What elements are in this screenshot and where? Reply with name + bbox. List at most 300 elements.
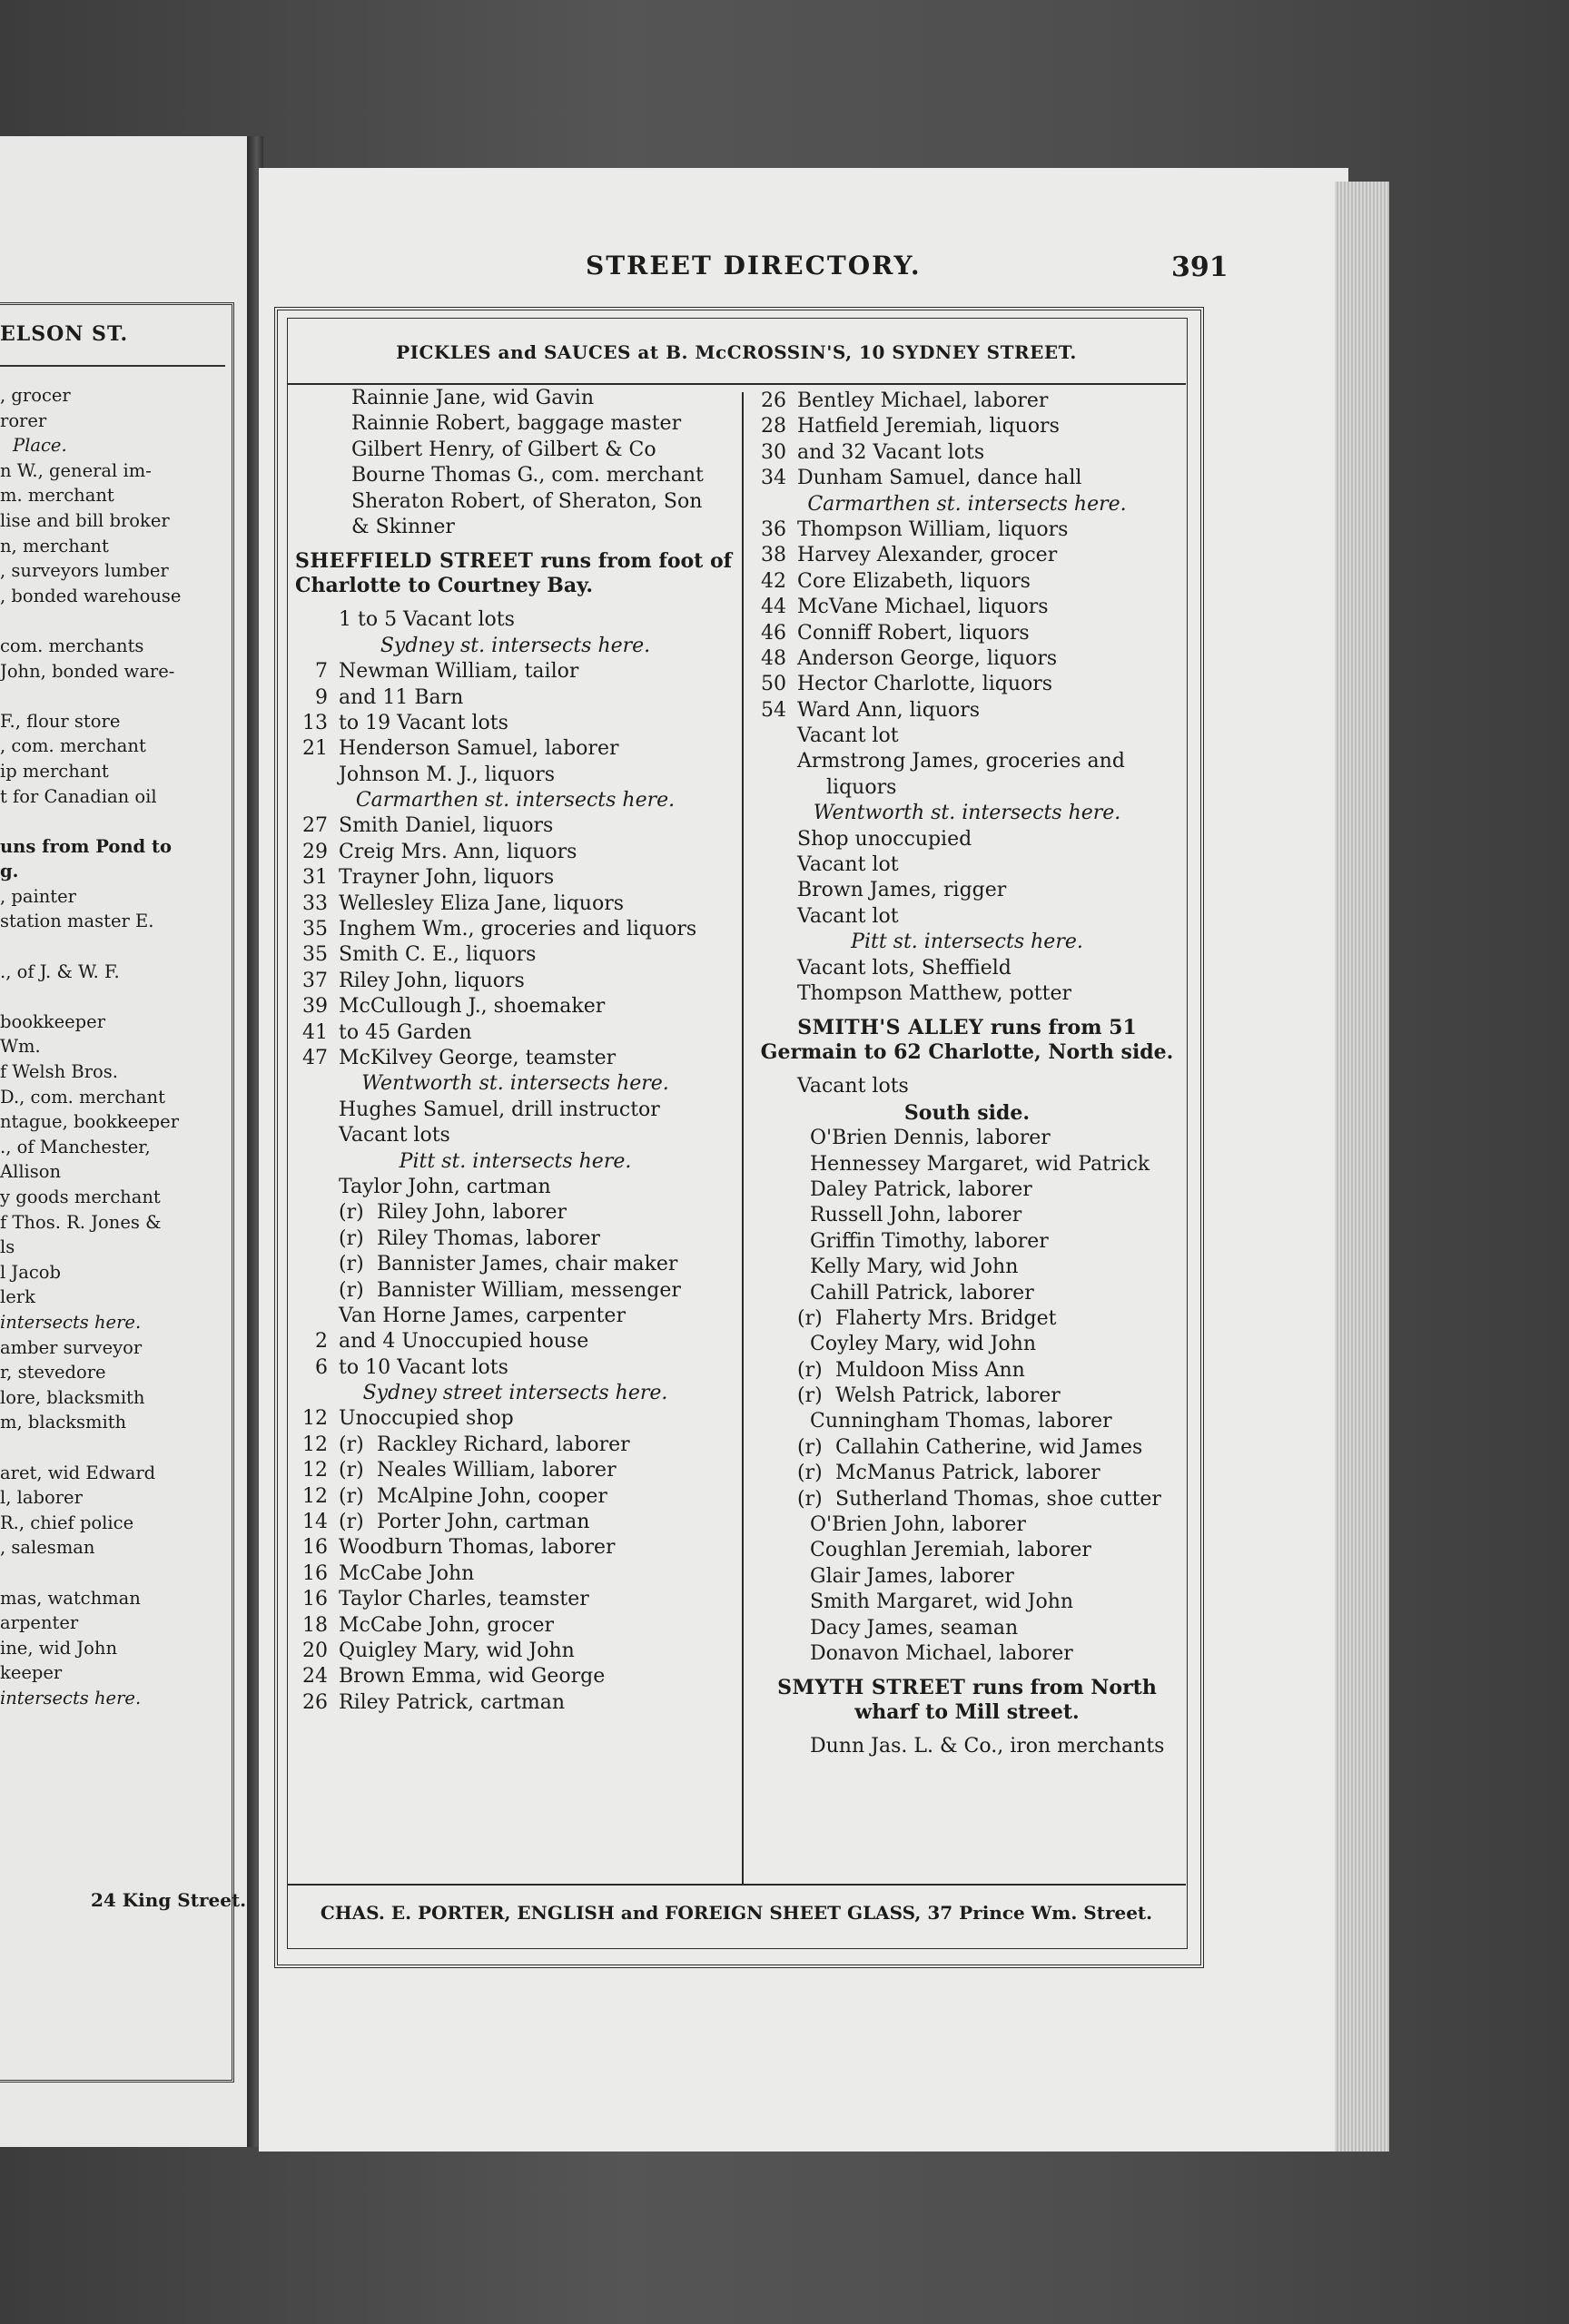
- entry-text: Vacant lots: [797, 1075, 909, 1098]
- directory-entry: [754, 1229, 1180, 1255]
- entry-text: Hector Charlotte, liquors: [797, 673, 1053, 696]
- house-number: 36: [761, 517, 786, 541]
- left-page-line: John, bonded ware-: [0, 660, 175, 682]
- entry-text: Kelly Mary, wid John: [810, 1256, 1019, 1279]
- bottom-banner-rule: [287, 1884, 1186, 1886]
- rear-marker: (r): [797, 1462, 823, 1485]
- entry-text: Harvey Alexander, grocer: [797, 544, 1058, 567]
- left-page-footer: 24 King Street.: [91, 1889, 247, 1911]
- entry-text: Glair James, laborer: [810, 1564, 1014, 1588]
- house-number: 12: [302, 1407, 328, 1431]
- directory-entry: [295, 1278, 735, 1304]
- directory-entry: [295, 463, 735, 488]
- street-heading: [754, 1672, 1180, 1728]
- left-page-line: g.: [0, 861, 19, 882]
- directory-entry: [295, 438, 735, 463]
- entry-text: Taylor John, cartman: [339, 1175, 551, 1198]
- directory-entry: [754, 389, 1180, 414]
- left-page-line: r, stevedore: [0, 1362, 106, 1384]
- entry-text: Vacant lot: [797, 853, 899, 877]
- directory-entry: [295, 1458, 735, 1483]
- house-number: 41: [302, 1020, 328, 1044]
- entry-text: Cahill Patrick, laborer: [810, 1281, 1034, 1305]
- entry-text: Callahin Catherine, wid James: [835, 1435, 1143, 1459]
- rear-marker: (r): [797, 1358, 823, 1382]
- entry-text: Hatfield Jeremiah, liquors: [797, 415, 1060, 438]
- directory-entry: [754, 1306, 1180, 1332]
- entry-text: Vacant lot: [797, 724, 899, 748]
- directory-entry: [754, 1409, 1180, 1434]
- left-page-rule: [0, 365, 225, 367]
- column-divider: [742, 392, 744, 1886]
- entry-text: Sheraton Robert, of Sheraton, Son: [351, 489, 703, 513]
- directory-entry: [754, 440, 1180, 466]
- page-edges: [1335, 182, 1389, 2152]
- running-head: STREET DIRECTORY.: [586, 251, 922, 281]
- entry-text: Henderson Samuel, laborer: [339, 737, 619, 761]
- left-page-line: bookkeeper: [0, 1010, 106, 1032]
- entry-text: Vacant lot: [797, 904, 899, 928]
- entry-text: Russell John, laborer: [810, 1204, 1022, 1227]
- entry-text: Inghem Wm., groceries and liquors: [339, 918, 697, 941]
- directory-entry: [754, 904, 1180, 930]
- directory-entry: [754, 878, 1180, 903]
- left-page-line: ntague, bookkeeper: [0, 1111, 180, 1133]
- entry-text: to 19 Vacant lots: [339, 711, 508, 734]
- directory-entry: [754, 827, 1180, 852]
- directory-entry: [754, 1281, 1180, 1306]
- left-page-line: Allison: [0, 1161, 62, 1183]
- left-page-line: n W., general im-: [0, 459, 152, 481]
- directory-entry: [295, 942, 735, 968]
- entry-text: Smith Margaret, wid John: [810, 1590, 1074, 1614]
- left-page-line: lore, blacksmith: [0, 1386, 145, 1408]
- directory-entry: [295, 865, 735, 891]
- left-page-line: Wm.: [0, 1036, 41, 1058]
- entry-text: to 10 Vacant lots: [339, 1355, 508, 1379]
- left-page-line: l, laborer: [0, 1487, 83, 1509]
- directory-entry: [754, 1126, 1180, 1151]
- directory-entry: [295, 1587, 735, 1612]
- directory-entry: [295, 1690, 735, 1716]
- left-page-line: [0, 934, 236, 960]
- entry-text: Newman William, tailor: [339, 660, 579, 684]
- directory-entry: [754, 1641, 1180, 1667]
- directory-entry: [754, 1538, 1180, 1563]
- directory-entry: [295, 763, 735, 788]
- directory-entry: [754, 1255, 1180, 1280]
- entry-text: Donavon Michael, laborer: [810, 1641, 1073, 1665]
- entry-text: Vacant lots, Sheffield: [797, 956, 1011, 980]
- entry-text: Rainnie Jane, wid Gavin: [351, 387, 594, 409]
- intersection-note: Pitt st. intersects here.: [399, 1149, 632, 1173]
- directory-entry: [295, 1226, 735, 1252]
- rear-marker: (r): [339, 1433, 364, 1456]
- left-page-line: intersects here.: [0, 1687, 142, 1709]
- entry-text: Shop unoccupied: [797, 827, 972, 851]
- left-page-line: ., of Manchester,: [0, 1136, 151, 1157]
- rear-marker: (r): [339, 1459, 364, 1482]
- entry-text: Riley John, liquors: [339, 969, 525, 992]
- rear-marker: (r): [339, 1226, 364, 1250]
- left-page-lines: [0, 383, 236, 1710]
- directory-entry: [295, 411, 735, 437]
- entry-text: Dunham Samuel, dance hall: [797, 467, 1082, 490]
- house-number: 12: [302, 1459, 328, 1482]
- entry-text: to 45 Garden: [339, 1020, 472, 1044]
- left-page-line: mas, watchman: [0, 1587, 141, 1609]
- left-page-line: f Welsh Bros.: [0, 1061, 119, 1083]
- intersection-note: Wentworth st. intersects here.: [361, 1072, 669, 1096]
- house-number: 46: [761, 621, 786, 645]
- house-number: 18: [302, 1613, 328, 1637]
- directory-entry: [754, 1358, 1180, 1384]
- directory-entry: [754, 517, 1180, 543]
- entry-text: O'Brien John, laborer: [810, 1513, 1026, 1537]
- left-page-line: lerk: [0, 1286, 35, 1308]
- directory-entry: [295, 685, 735, 711]
- entry-text: Ward Ann, liquors: [797, 698, 980, 722]
- house-number: 7: [315, 660, 328, 684]
- directory-entry: [295, 1123, 735, 1148]
- street-name: SMITH'S ALLEY: [797, 1016, 984, 1040]
- left-page-line: com. merchants: [0, 635, 144, 656]
- entry-text: O'Brien Dennis, laborer: [810, 1127, 1051, 1150]
- left-page-line: [0, 984, 236, 1009]
- directory-entry: [754, 775, 1180, 801]
- left-page-line: station master E.: [0, 911, 154, 932]
- entry-text: Thompson William, liquors: [797, 517, 1069, 541]
- street-description: runs from foot of Charlotte to Courtney Bay.: [295, 549, 733, 598]
- entry-text: Smith Daniel, liquors: [339, 814, 554, 838]
- house-number: 16: [302, 1536, 328, 1560]
- left-page-text-area: [0, 136, 247, 2147]
- entry-text: Brown James, rigger: [797, 879, 1007, 902]
- entry-text: McCabe John, grocer: [339, 1613, 554, 1637]
- directory-entry: [295, 489, 735, 515]
- left-page-line: , com. merchant: [0, 735, 146, 757]
- directory-entry: [295, 891, 735, 917]
- house-number: 42: [761, 569, 786, 593]
- directory-entry: [295, 1046, 735, 1071]
- entry-text: Johnson M. J., liquors: [339, 763, 556, 786]
- house-number: 28: [761, 415, 786, 438]
- entry-text: Bentley Michael, laborer: [797, 389, 1049, 412]
- directory-entry: [295, 1406, 735, 1432]
- left-page-line: lise and bill broker: [0, 509, 170, 531]
- entry-text: and 4 Unoccupied house: [339, 1330, 589, 1354]
- entry-text: Wellesley Eliza Jane, liquors: [339, 891, 625, 915]
- directory-entry: [754, 646, 1180, 672]
- directory-entry: [295, 1613, 735, 1639]
- directory-entry: [295, 736, 735, 762]
- directory-entry: [754, 543, 1180, 568]
- left-page-line: ., of J. & W. F.: [0, 960, 120, 982]
- directory-entry: [754, 1564, 1180, 1590]
- rear-marker: (r): [339, 1511, 364, 1534]
- rear-marker: (r): [339, 1484, 364, 1508]
- house-number: 50: [761, 673, 786, 696]
- directory-entry: [295, 1175, 735, 1200]
- street-heading: [295, 546, 735, 602]
- directory-entry: [754, 1590, 1180, 1615]
- house-number: 31: [302, 866, 328, 890]
- street-description: runs from North wharf to Mill street.: [854, 1676, 1157, 1725]
- left-page-line: f Thos. R. Jones &: [0, 1211, 162, 1233]
- directory-entry: [295, 917, 735, 942]
- left-page-line: Place.: [13, 435, 67, 457]
- house-number: 12: [302, 1484, 328, 1508]
- left-page-line: [0, 809, 236, 834]
- entry-text: Griffin Timothy, laborer: [810, 1229, 1049, 1253]
- entry-text: Taylor Charles, teamster: [339, 1588, 589, 1611]
- directory-entry: [295, 386, 735, 411]
- directory-entry: [295, 1433, 735, 1458]
- left-page-line: , salesman: [0, 1537, 95, 1559]
- entry-text: Dunn Jas. L. & Co., iron merchants: [810, 1735, 1165, 1758]
- house-number: 16: [302, 1588, 328, 1611]
- house-number: 21: [302, 737, 328, 761]
- rear-marker: (r): [797, 1487, 823, 1511]
- directory-entry: [754, 672, 1180, 697]
- directory-entry: [754, 466, 1180, 491]
- entry-text: 1 to 5 Vacant lots: [339, 608, 515, 632]
- left-page-line: rorer: [0, 409, 47, 431]
- left-page-line: ls: [0, 1236, 15, 1258]
- directory-entry: [295, 1510, 735, 1535]
- house-number: 20: [302, 1639, 328, 1662]
- street-heading: [754, 1012, 1180, 1068]
- entry-text: McAlpine John, cooper: [377, 1484, 607, 1508]
- directory-entry: [295, 1200, 735, 1226]
- directory-entry: [295, 1664, 735, 1689]
- directory-entry: [754, 595, 1180, 620]
- directory-entry: [754, 1152, 1180, 1177]
- side-subheading: South side.: [903, 1100, 1031, 1125]
- left-page-line: l Jacob: [0, 1261, 62, 1283]
- directory-entry: [754, 569, 1180, 595]
- entry-text: Bourne Thomas G., com. merchant: [351, 464, 704, 487]
- rear-marker: (r): [339, 1253, 364, 1276]
- house-number: 48: [761, 646, 786, 670]
- entry-text: Unoccupied shop: [339, 1407, 514, 1431]
- directory-entry: [295, 607, 735, 633]
- entry-text: and 11 Barn: [339, 685, 464, 709]
- house-number: 33: [302, 891, 328, 915]
- house-number: 13: [302, 711, 328, 734]
- street-name: SHEFFIELD STREET: [295, 549, 534, 574]
- entry-text: Conniff Robert, liquors: [797, 621, 1030, 645]
- left-column: [295, 386, 735, 1716]
- house-number: 35: [302, 918, 328, 941]
- left-page-line: [0, 608, 236, 634]
- directory-entry: [295, 1561, 735, 1587]
- entry-text: Dacy James, seaman: [810, 1616, 1019, 1640]
- entry-text: Hennessey Margaret, wid Patrick: [810, 1152, 1150, 1176]
- house-number: 39: [302, 995, 328, 1019]
- directory-entry: [754, 1384, 1180, 1409]
- directory-entry: [754, 749, 1180, 774]
- entry-text: Trayner John, liquors: [339, 866, 555, 890]
- house-number: 12: [302, 1433, 328, 1456]
- left-page-line: arpenter: [0, 1612, 79, 1634]
- directory-entry: [295, 813, 735, 839]
- directory-entry: [295, 1484, 735, 1510]
- left-page-line: amber surveyor: [0, 1336, 143, 1358]
- left-page-line: , bonded warehouse: [0, 585, 182, 606]
- intersection-note: Pitt st. intersects here.: [851, 931, 1083, 954]
- house-number: 6: [315, 1355, 328, 1379]
- directory-entry: [754, 724, 1180, 749]
- entry-text: McCullough J., shoemaker: [339, 995, 606, 1019]
- left-page-line: intersects here.: [0, 1311, 142, 1333]
- entry-text: Riley John, laborer: [377, 1201, 567, 1225]
- left-page-line: aret, wid Edward: [0, 1462, 156, 1483]
- directory-entry: [754, 1435, 1180, 1461]
- directory-entry: [754, 1203, 1180, 1228]
- house-number: 14: [302, 1511, 328, 1534]
- entry-text: Bannister James, chair maker: [377, 1253, 678, 1276]
- house-number: 26: [761, 389, 786, 412]
- entry-text: Thompson Matthew, potter: [797, 981, 1071, 1005]
- left-page-line: , grocer: [0, 385, 71, 406]
- intersection-note: Wentworth st. intersects here.: [813, 802, 1121, 825]
- entry-text: Quigley Mary, wid John: [339, 1639, 575, 1662]
- left-page-line: , surveyors lumber: [0, 560, 169, 582]
- rear-marker: (r): [797, 1384, 823, 1408]
- entry-text: Muldoon Miss Ann: [835, 1358, 1025, 1382]
- right-column: [754, 389, 1180, 1760]
- entry-text: Van Horne James, carpenter: [339, 1304, 626, 1327]
- left-page-line: n, merchant: [0, 535, 109, 556]
- directory-entry: [754, 1074, 1180, 1099]
- directory-entry: [754, 1734, 1180, 1759]
- bottom-advertisement-banner: CHAS. E. PORTER, ENGLISH and FOREIGN SHEET GLASS, 37 Prince Wm. Street.: [320, 1902, 1153, 1924]
- directory-entry: [295, 1639, 735, 1664]
- house-number: 9: [315, 685, 328, 709]
- entry-text: Welsh Patrick, laborer: [835, 1384, 1061, 1408]
- entry-text: McCabe John: [339, 1561, 475, 1585]
- directory-entry: [295, 994, 735, 1019]
- directory-entry: [754, 1332, 1180, 1357]
- left-page-line: uns from Pond to: [0, 835, 172, 857]
- house-number: 30: [761, 440, 786, 464]
- entry-text: Cunningham Thomas, laborer: [810, 1410, 1112, 1433]
- left-page-line: t for Canadian oil: [0, 785, 157, 807]
- rear-marker: (r): [797, 1306, 823, 1330]
- left-page-line: m. merchant: [0, 485, 114, 507]
- top-banner-rule: [287, 383, 1186, 385]
- house-number: 2: [315, 1330, 328, 1354]
- left-page-heading: ELSON ST.: [0, 322, 129, 346]
- page-number: 391: [1171, 251, 1229, 283]
- directory-entry: [754, 981, 1180, 1007]
- house-number: 47: [302, 1046, 328, 1069]
- left-page-line: keeper: [0, 1662, 63, 1684]
- entry-text: Porter John, cartman: [377, 1511, 590, 1534]
- house-number: 16: [302, 1561, 328, 1585]
- entry-text: Anderson George, liquors: [797, 646, 1058, 670]
- entry-text: Riley Thomas, laborer: [377, 1226, 600, 1250]
- entry-text: and 32 Vacant lots: [797, 440, 985, 464]
- entry-text: McKilvey George, teamster: [339, 1046, 617, 1069]
- entry-text: Daley Patrick, laborer: [810, 1177, 1032, 1201]
- left-page-line: F., flour store: [0, 710, 121, 732]
- directory-entry: [754, 1177, 1180, 1203]
- directory-entry: [295, 1252, 735, 1277]
- left-page-line: D., com. merchant: [0, 1086, 165, 1108]
- entry-text: Brown Emma, wid George: [339, 1665, 606, 1689]
- directory-entry: [754, 1512, 1180, 1538]
- entry-text: Coyley Mary, wid John: [810, 1333, 1036, 1356]
- house-number: 34: [761, 467, 786, 490]
- directory-entry: [754, 698, 1180, 724]
- house-number: 26: [302, 1690, 328, 1714]
- street-name: SMYTH STREET: [777, 1676, 966, 1700]
- entry-text: Bannister William, messenger: [377, 1278, 681, 1302]
- entry-text: Hughes Samuel, drill instructor: [339, 1098, 660, 1121]
- entry-text: Core Elizabeth, liquors: [797, 569, 1031, 593]
- intersection-note: Sydney st. intersects here.: [380, 634, 651, 657]
- left-page-line: R., chief police: [0, 1512, 134, 1533]
- entry-text: Neales William, laborer: [377, 1459, 617, 1482]
- left-page-line: y goods merchant: [0, 1187, 161, 1207]
- directory-entry: [295, 840, 735, 865]
- directory-entry: [295, 1355, 735, 1381]
- entry-text: Coughlan Jeremiah, laborer: [810, 1539, 1091, 1562]
- directory-entry: [754, 1616, 1180, 1641]
- entry-text: & Skinner: [351, 515, 455, 538]
- directory-entry: [754, 1487, 1180, 1512]
- left-page-line: m, blacksmith: [0, 1412, 127, 1433]
- entry-text: Riley Patrick, cartman: [339, 1690, 565, 1714]
- left-page-line: , painter: [0, 885, 76, 907]
- directory-entry: [295, 1098, 735, 1123]
- entry-text: Smith C. E., liquors: [339, 943, 537, 967]
- directory-entry: [295, 1535, 735, 1561]
- intersection-note: Sydney street intersects here.: [362, 1382, 668, 1405]
- house-number: 29: [302, 840, 328, 863]
- directory-entry: [295, 1304, 735, 1329]
- house-number: 35: [302, 943, 328, 967]
- entry-text: McVane Michael, liquors: [797, 596, 1049, 619]
- directory-entry: [295, 659, 735, 684]
- entry-text: Rackley Richard, laborer: [377, 1433, 630, 1456]
- entry-text: Gilbert Henry, of Gilbert & Co: [351, 438, 656, 461]
- entry-text: McManus Patrick, laborer: [835, 1462, 1100, 1485]
- street-description: runs from 51 Germain to 62 Charlotte, North side.: [760, 1016, 1174, 1065]
- house-number: 27: [302, 814, 328, 838]
- directory-entry: [295, 1329, 735, 1354]
- house-number: 38: [761, 544, 786, 567]
- directory-entry: [295, 969, 735, 994]
- directory-entry: [295, 711, 735, 736]
- rear-marker: (r): [339, 1278, 364, 1302]
- directory-entry: [754, 621, 1180, 646]
- left-page-line: ine, wid John: [0, 1637, 118, 1659]
- intersection-note: Carmarthen st. intersects here.: [355, 789, 676, 812]
- top-advertisement-banner: PICKLES and SAUCES at B. McCROSSIN'S, 10 SYDNEY STREET.: [396, 341, 1077, 363]
- entry-text: Sutherland Thomas, shoe cutter: [835, 1487, 1161, 1511]
- left-page-line: [0, 684, 236, 709]
- house-number: 44: [761, 596, 786, 619]
- left-page-line: ip merchant: [0, 760, 109, 782]
- entry-text: Rainnie Robert, baggage master: [351, 412, 682, 436]
- directory-entry: [754, 414, 1180, 439]
- house-number: 37: [302, 969, 328, 992]
- entry-text: Vacant lots: [339, 1124, 450, 1147]
- intersection-note: Carmarthen st. intersects here.: [807, 492, 1127, 516]
